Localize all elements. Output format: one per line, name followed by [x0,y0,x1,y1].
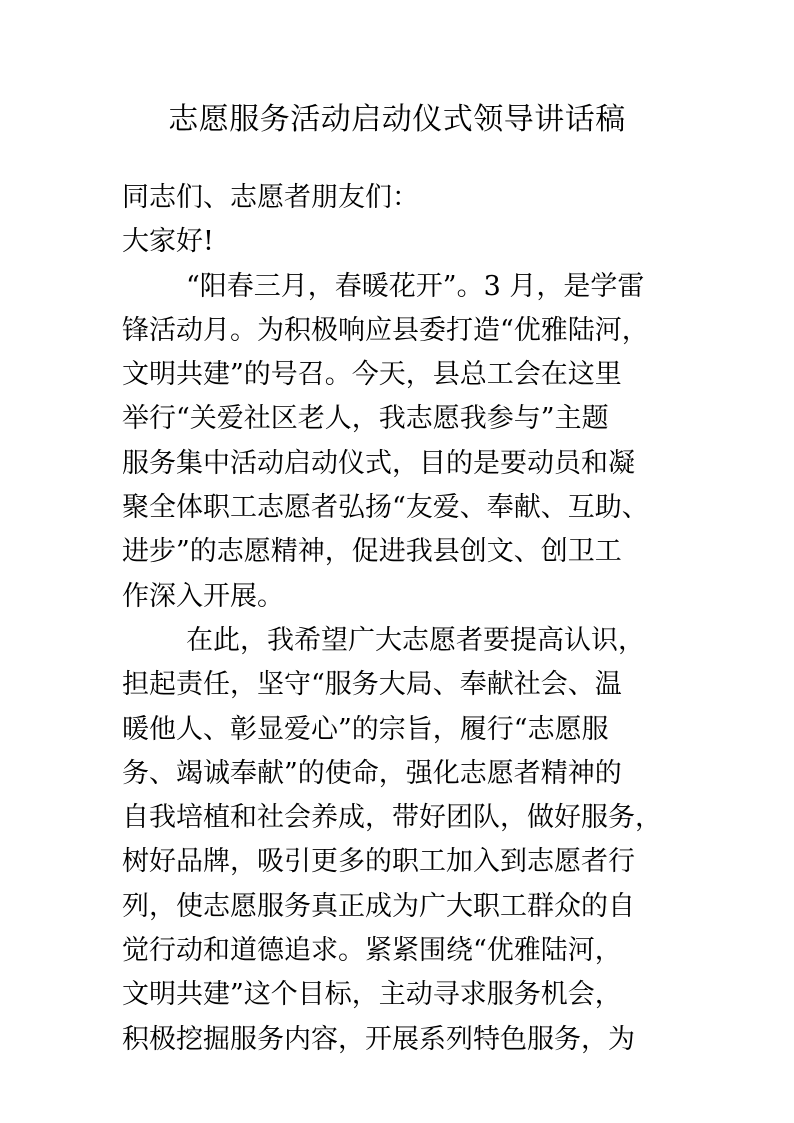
paragraph-line: 积极挖掘服务内容，开展系列特色服务，为 [122,1023,635,1055]
paragraph-line: 服务集中活动启动仪式，目的是要动员和凝 [122,447,635,479]
paragraph-line: 锋活动月。为积极响应县委打造“优雅陆河， [122,314,649,346]
paragraph-line: 自我培植和社会养成，带好团队，做好服务， [122,802,662,834]
document-body [122,176,676,1062]
paragraph-line: 担起责任，坚守“服务大局、奉献社会、温 [122,669,622,701]
paragraph-line: 文明共建”这个目标，主动寻求服务机会， [122,979,622,1011]
paragraph-line: 文明共建”的号召。今天，县总工会在这里 [122,359,622,391]
paragraph-line: 举行“关爱社区老人，我志愿我参与”主题 [122,403,609,435]
paragraph-line: 进步”的志愿精神，促进我县创文、创卫工 [122,536,622,568]
paragraph-line: 聚全体职工志愿者弘扬“友爱、奉献、互助、 [122,492,649,524]
paragraph-1 [122,265,676,619]
paragraph-line: 作深入开展。 [122,580,284,612]
paragraph-line: 觉行动和道德追求。紧紧围绕“优雅陆河， [122,935,622,967]
paragraph-line: 暖他人、彰显爱心”的宗旨，履行“志愿服 [122,713,609,745]
greeting: 大家好! [122,226,214,258]
document-title: 志愿服务活动启动仪式领导讲话稿 [168,102,626,137]
paragraph-line: 列，使志愿服务真正成为广大职工群众的自 [122,890,635,922]
paragraph-line: 在此，我希望广大志愿者要提高认识， [186,624,645,656]
paragraph-2 [122,619,676,1062]
paragraph-line: 树好品牌，吸引更多的职工加入到志愿者行 [122,846,635,878]
paragraph-line: “阳春三月，春暖花开”。3 月，是学雷 [186,270,645,302]
paragraph-line: 务、竭诚奉献”的使命，强化志愿者精神的 [122,757,622,789]
salutation: 同志们、志愿者朋友们： [122,182,419,213]
